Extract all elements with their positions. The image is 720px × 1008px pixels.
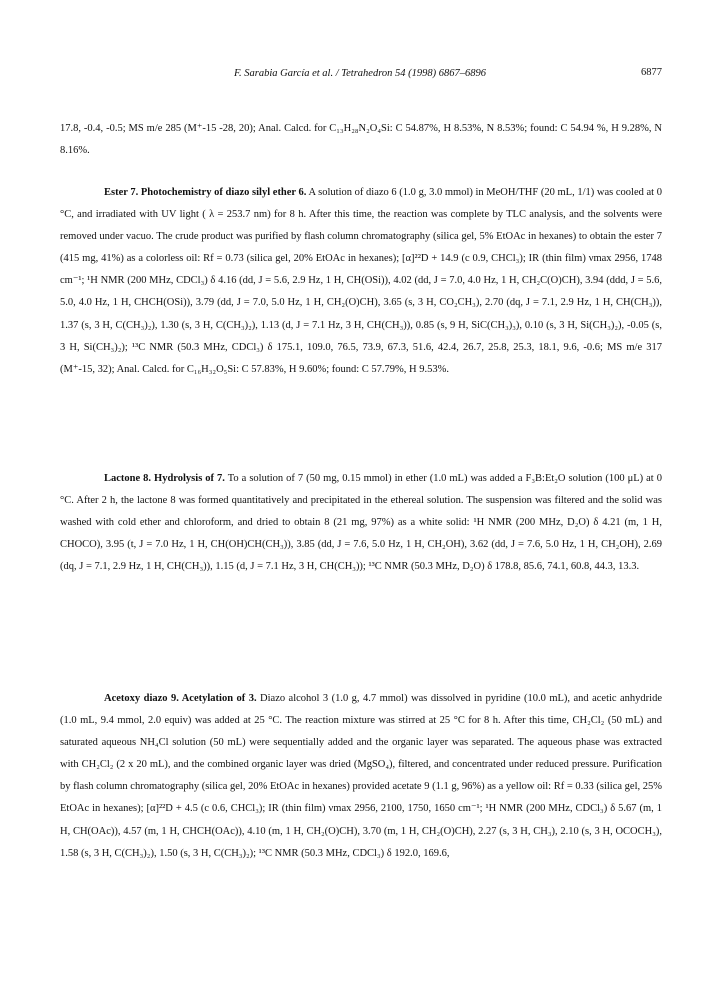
paragraph-continuation bbox=[60, 118, 662, 162]
paragraph-heading: Acetoxy diazo 9. Acetylation of 3. bbox=[104, 693, 257, 704]
paragraph-ester-7 bbox=[60, 182, 662, 381]
paragraph-text bbox=[60, 468, 662, 578]
paragraph-body: Diazo alcohol 3 (1.0 g, 4.7 mmol) was dissolved in pyridine (10.0 mL), and acetic anhydride (1.0 mL, 9.4 mmol, 2.0 equiv) was added at 25 °C. The reaction mixture was stirred at 25 °C for 8 h. After this time, CH₂Cl₂ (50 mL) and saturated aqueous NH₄Cl solution (50 mL) were sequentially added and the organic layer was separated. The aqueous phase was extracted with CH₂Cl₂ (2 x 20 mL), and the combined organic layer was dried (MgSO₄), filtered, and concentrated under reduced pressure. Purification by flash column chromatography (silica gel, 20% EtOAc in hexanes) provided acetate 9 (1.1 g, 96%) as a yellow oil: Rf = 0.33 (silica gel, 25% EtOAc in hexanes); [α]²²D + 4.5 (c 0.6, CHCl₃); IR (thin film) νmax 2956, 2100, 1750, 1650 cm⁻¹; ¹H NMR (200 MHz, CDCl₃) δ 5.67 (m, 1 H, CH(OAc)), 4.57 (m, 1 H, CHCH(OAc)), 4.10 (m, 1 H, CH₂(O)CH), 3.70 (m, 1 H, CH₂(O)CH), 2.27 (s, 3 H, CH₃), 2.10 (s, 3 H, OCOCH₃), 1.58 (s, 3 H, C(CH₃)₂), 1.50 (s, 3 H, C(CH₃)₂); ¹³C NMR (50.3 MHz, CDCl₃) δ 192.0, 169.6, bbox=[60, 693, 663, 859]
paragraph-body: To a solution of 7 (50 mg, 0.15 mmol) in ether (1.0 mL) was added a F₃B:Et₂O solution (100 μL) at 0 °C. After 2 h, the lactone 8 was formed quantitatively and precipitated in the ethereal solution. The suspension was filtered and the solid was washed with cold ether and chloroform, and dried to obtain 8 (21 mg, 97%) as a white solid: ¹H NMR (200 MHz, D₂O) δ 4.21 (m, 1 H, CHOCO), 3.95 (t, J = 7.0 Hz, 1 H, CH(OH)CH(CH₃)), 3.85 (dd, J = 7.6, 5.0 Hz, 1 H, CH₂OH), 3.62 (dd, J = 7.6, 5.0 Hz, 1 H, CH₂OH), 2.69 (dq, J = 7.1, 2.9 Hz, 1 H, CH(CH₃)), 1.15 (d, J = 7.1 Hz, 3 H, CH(CH₃)); ¹³C NMR (50.3 MHz, D₂O) δ 178.8, 85.6, 74.1, 60.8, 44.3, 13.3. bbox=[60, 473, 662, 573]
paragraph-acetoxy-diazo-9 bbox=[60, 688, 662, 865]
running-head bbox=[0, 68, 720, 79]
page-number: 6877 bbox=[641, 67, 662, 78]
paragraph-heading: Lactone 8. Hydrolysis of 7. bbox=[104, 473, 225, 484]
paragraph-lactone-8 bbox=[60, 468, 662, 578]
running-head-text: F. Sarabia García et al. / Tetrahedron 54 (1998) 6867–6896 bbox=[233, 68, 487, 79]
paragraph-text bbox=[60, 688, 662, 865]
paragraph-text: 17.8, -0.4, -0.5; MS m/e 285 (M⁺-15 -28, 20); Anal. Calcd. for C₁₃H₂₈N₂O₄Si: C 54.87%, H 8.53%, N 8.53%; found: C 54.94 %, H 9.28%, N 8.16%. bbox=[60, 123, 662, 157]
paragraph-text bbox=[60, 182, 662, 381]
paragraph-heading: Ester 7. Photochemistry of diazo silyl ether 6. bbox=[104, 187, 307, 198]
paragraph-body: A solution of diazo 6 (1.0 g, 3.0 mmol) in MeOH/THF (20 mL, 1/1) was cooled at 0 °C, and irradiated with UV light ( λ = 253.7 nm) for 8 h. After this time, the reaction was complete by TLC analysis, and the solvents were removed under vacuo. The crude product was purified by flash column chromatography (silica gel, 5% EtOAc in hexanes) to obtain the ester 7 (415 mg, 41%) as a colorless oil: Rf = 0.73 (silica gel, 20% EtOAc in hexanes); [α]²²D + 14.9 (c 0.9, CHCl₃); IR (thin film) νmax 2956, 1748 cm⁻¹; ¹H NMR (200 MHz, CDCl₃) δ 4.16 (dd, J = 5.6, 2.9 Hz, 1 H, CH(OSi)), 4.02 (dd, J = 7.0, 4.0 Hz, 1 H, CH₂C(O)CH), 3.94 (ddd, J = 5.6, 5.0, 4.0 Hz, 1 H, CHCH(OSi)), 3.79 (dd, J = 7.0, 5.0 Hz, 1 H, CH₂(O)CH), 3.65 (s, 3 H, CO₂CH₃), 2.70 (dq, J = 7.1, 2.9 Hz, 1 H, CH(CH₃)), 1.37 (s, 3 H, C(CH₃)₂), 1.30 (s, 3 H, C(CH₃)₂), 1.13 (d, J = 7.1 Hz, 3 H, CH(CH₃)), 0.85 (s, 9 H, SiC(CH₃)₃), 0.10 (s, 3 H, Si(CH₃)₂), -0.05 (s, 3 H, Si(CH₃)₂); ¹³C NMR (50.3 MHz, CDCl₃) δ 175.1, 109.0, 76.5, 73.9, 67.3, 51.6, 42.4, 26.7, 25.8, 25.3, 18.1, 9.6, -0.6; MS m/e 317 (M⁺-15, 32); Anal. Calcd. for C₁₆H₃₂O₅Si: C 57.83%, H 9.60%; found: C 57.79%, H 9.53%. bbox=[60, 187, 662, 375]
